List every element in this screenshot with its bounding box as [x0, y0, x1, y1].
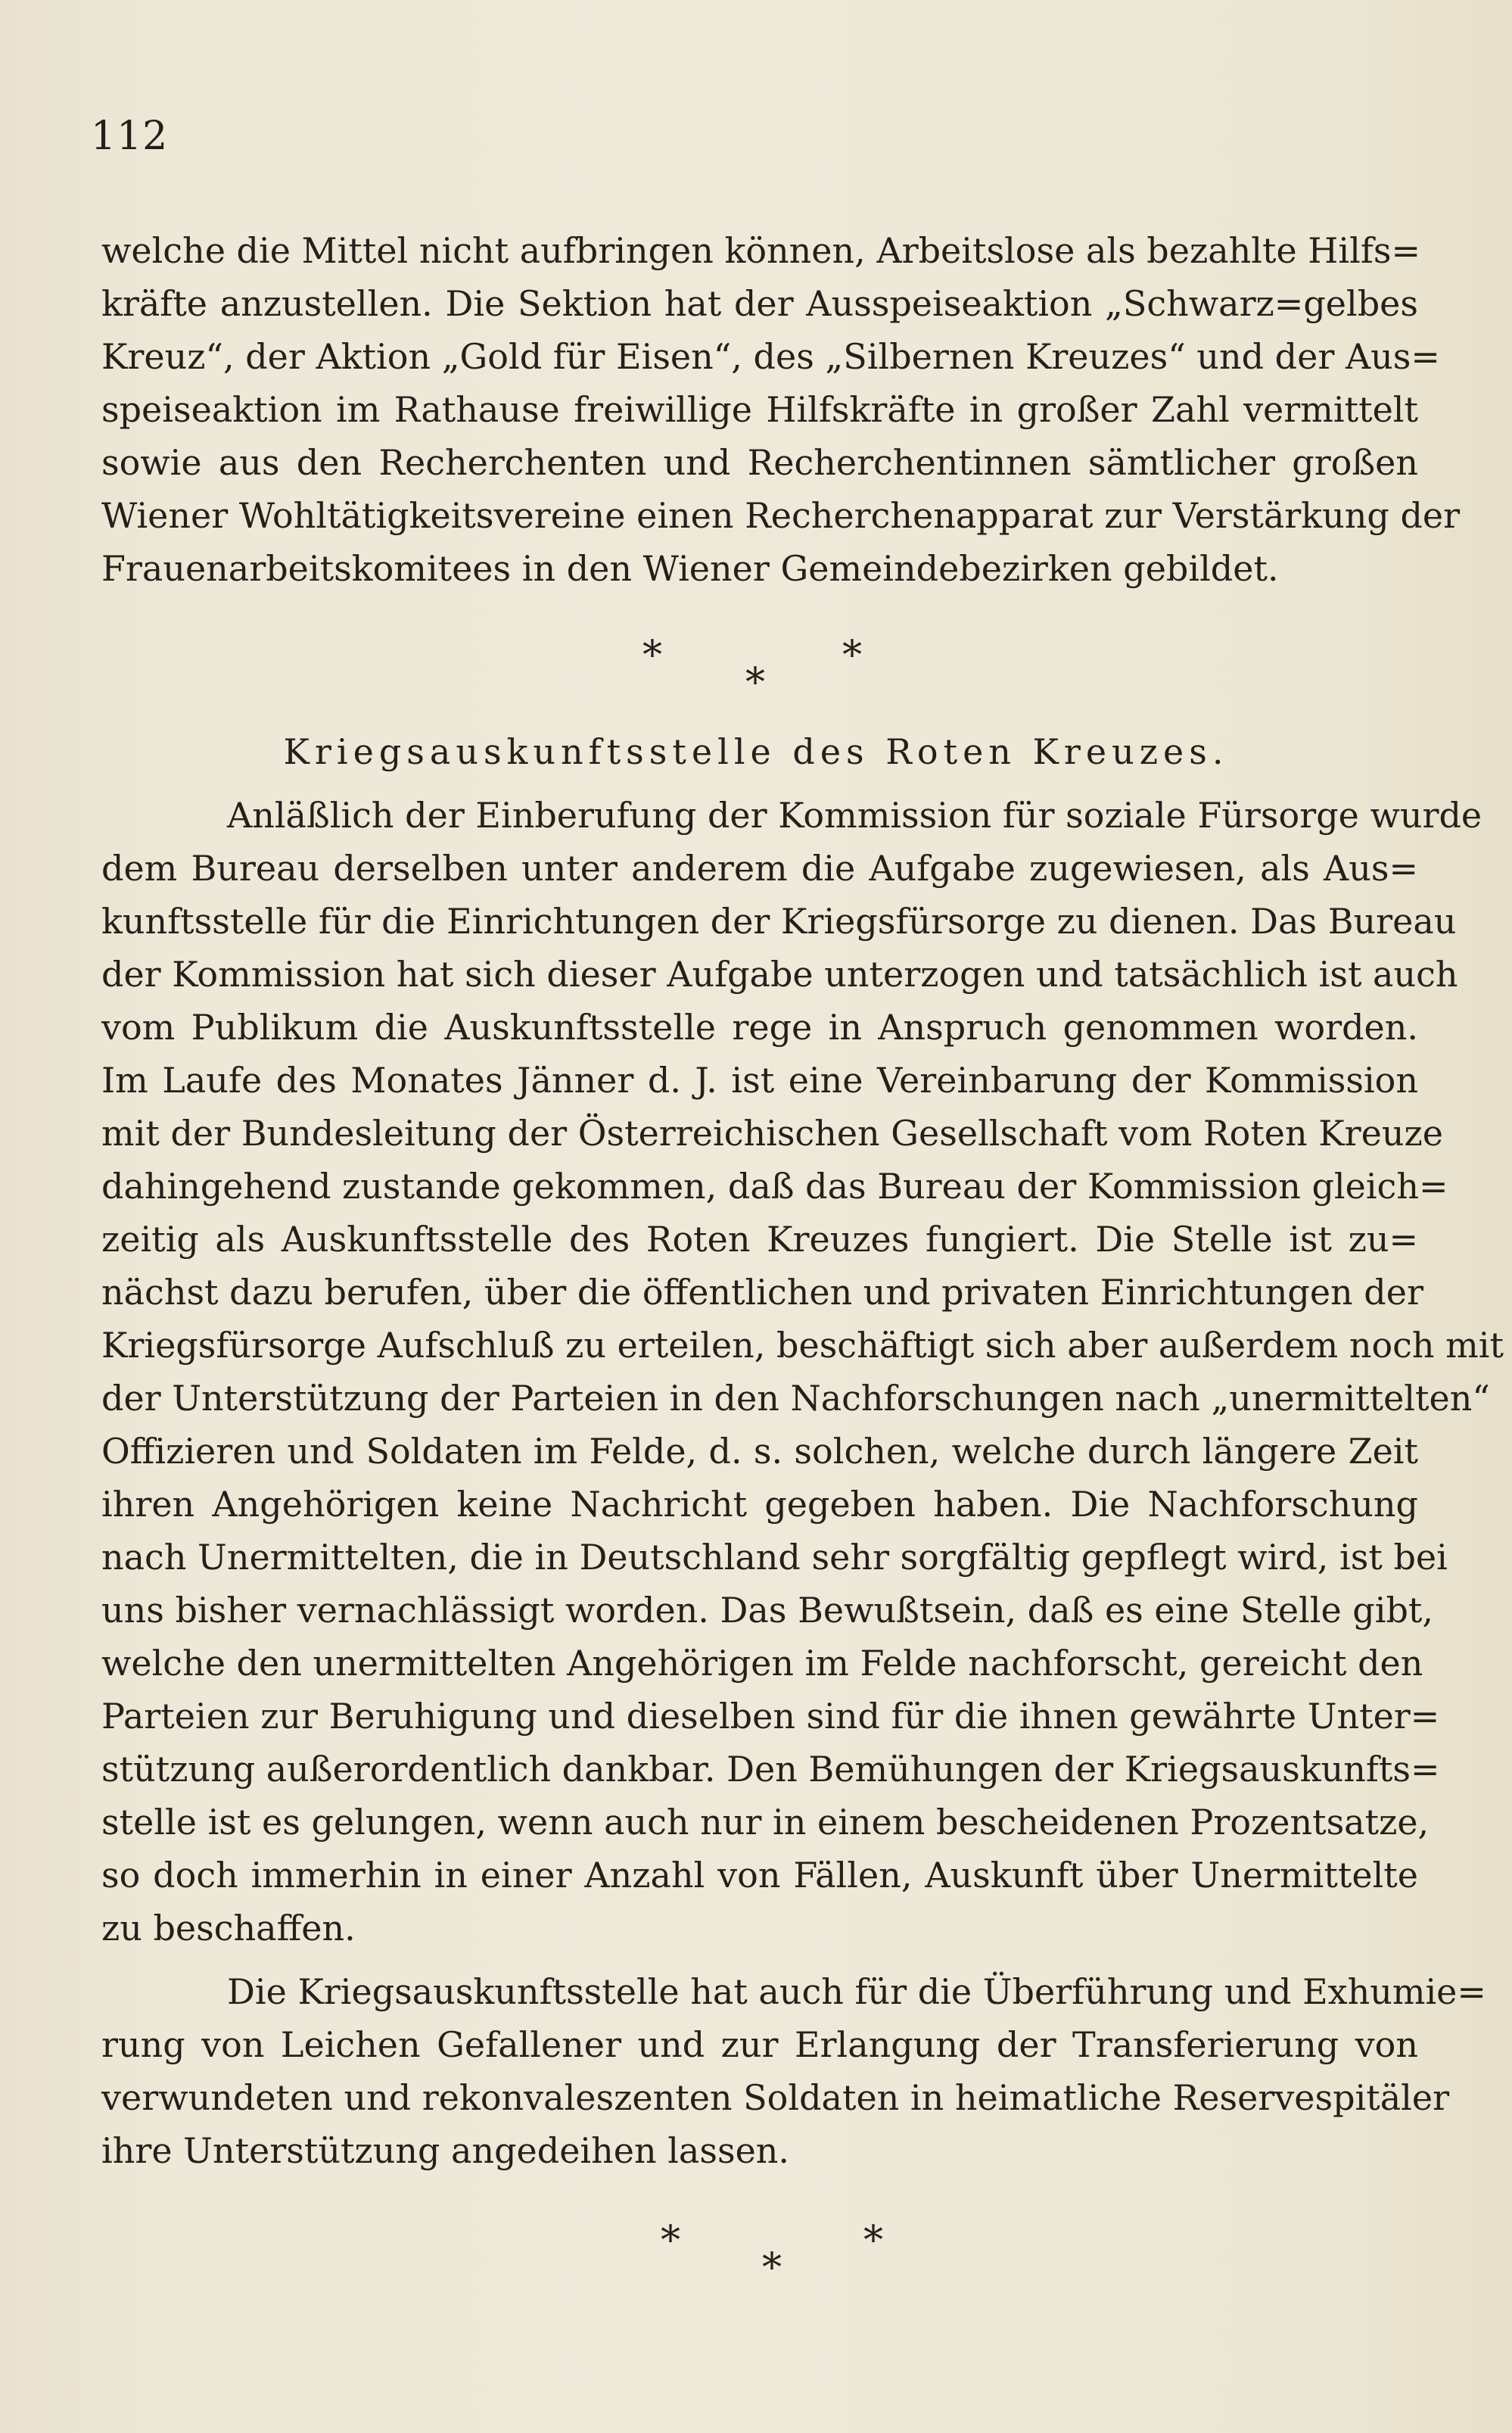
text-line: welche den unermittelten Angehörigen im Felde nachforscht, gereicht den — [101, 1643, 1423, 1684]
text-line: Kreuz“, der Aktion „Gold für Eisen“, des „Silbernen Kreuzes“ und der Aus= — [101, 336, 1440, 377]
text-line: nach Unermittelten, die in Deutschland sehr sorgfältig gepflegt wird, ist bei — [101, 1537, 1448, 1578]
section-separator — [0, 633, 1512, 734]
section-separator — [0, 2218, 1512, 2319]
text-line: zeitig als Auskunftsstelle des Roten Kreuzes fungiert. Die Stelle ist zu= — [101, 1219, 1418, 1260]
text-line: Frauenarbeitskomitees in den Wiener Gemeindebezirken gebildet. — [101, 548, 1279, 589]
text-line: sowie aus den Recherchenten und Recherchentinnen sämtlicher großen — [101, 442, 1418, 483]
text-line: ihren Angehörigen keine Nachricht gegeben haben. Die Nachforschung — [101, 1484, 1418, 1525]
text-line: so doch immerhin in einer Anzahl von Fällen, Auskunft über Unermittelte — [101, 1855, 1418, 1896]
text-line: dem Bureau derselben unter anderem die Aufgabe zugewiesen, als Aus= — [101, 848, 1418, 889]
text-line: speiseaktion im Rathause freiwillige Hilfskräfte in großer Zahl vermittelt — [101, 389, 1418, 430]
asterisk: * — [762, 2245, 782, 2291]
text-line: mit der Bundesleitung der Österreichischen Gesellschaft vom Roten Kreuze — [101, 1113, 1443, 1154]
text-line: Die Kriegsauskunftsstelle hat auch für die Überführung und Exhumie= — [227, 1971, 1486, 2012]
text-line: der Kommission hat sich dieser Aufgabe unterzogen und tatsächlich ist auch — [101, 954, 1458, 995]
asterisk: * — [842, 633, 862, 678]
section-heading: Kriegsauskunftsstelle des Roten Kreuzes. — [283, 731, 1229, 772]
asterisk: * — [661, 2218, 680, 2263]
text-line: verwundeten und rekonvaleszenten Soldaten in heimatliche Reservespitäler — [101, 2077, 1450, 2118]
text-line: Offizieren und Soldaten im Felde, d. s. solchen, welche durch längere Zeit — [101, 1431, 1418, 1472]
text-line: ihre Unterstützung angedeihen lassen. — [101, 2130, 790, 2171]
text-line: nächst dazu berufen, über die öffentlichen und privaten Einrichtungen der — [101, 1272, 1423, 1313]
text-line: kunftsstelle für die Einrichtungen der Kriegsfürsorge zu dienen. Das Bureau — [101, 901, 1457, 942]
text-line: Anläßlich der Einberufung der Kommission für soziale Fürsorge wurde — [227, 795, 1482, 836]
text-line: uns bisher vernachlässigt worden. Das Bewußtsein, daß es eine Stelle gibt, — [101, 1590, 1434, 1631]
text-line: vom Publikum die Auskunftsstelle rege in Anspruch genommen worden. — [101, 1007, 1418, 1048]
text-line: Kriegsfürsorge Aufschluß zu erteilen, beschäftigt sich aber außerdem noch mit — [101, 1325, 1504, 1366]
text-line: stelle ist es gelungen, wenn auch nur in einem bescheidenen Prozentsatze, — [101, 1802, 1430, 1843]
text-line: dahingehend zustande gekommen, daß das Bureau der Kommission gleich= — [101, 1166, 1448, 1207]
text-line: stützung außerordentlich dankbar. Den Bemühungen der Kriegsauskunfts= — [101, 1749, 1440, 1790]
text-line: kräfte anzustellen. Die Sektion hat der Ausspeiseaktion „Schwarz=gelbes — [101, 283, 1418, 324]
text-line: zu beschaffen. — [101, 1908, 356, 1949]
text-line: Wiener Wohltätigkeitsvereine einen Recherchenapparat zur Verstärkung der — [101, 495, 1461, 536]
text-line: welche die Mittel nicht aufbringen können, Arbeitslose als bezahlte Hilfs= — [101, 230, 1421, 271]
text-line: Im Laufe des Monates Jänner d. J. ist eine Vereinbarung der Kommission — [101, 1060, 1418, 1101]
text-line: Parteien zur Beruhigung und dieselben sind für die ihnen gewährte Unter= — [101, 1696, 1440, 1737]
text-line: rung von Leichen Gefallener und zur Erlangung der Transferierung von — [101, 2024, 1418, 2065]
page-number: 112 — [91, 114, 169, 159]
asterisk: * — [863, 2218, 883, 2263]
text-line: der Unterstützung der Parteien in den Nachforschungen nach „unermittelten“ — [101, 1378, 1490, 1419]
asterisk: * — [642, 633, 662, 678]
asterisk: * — [745, 660, 765, 706]
